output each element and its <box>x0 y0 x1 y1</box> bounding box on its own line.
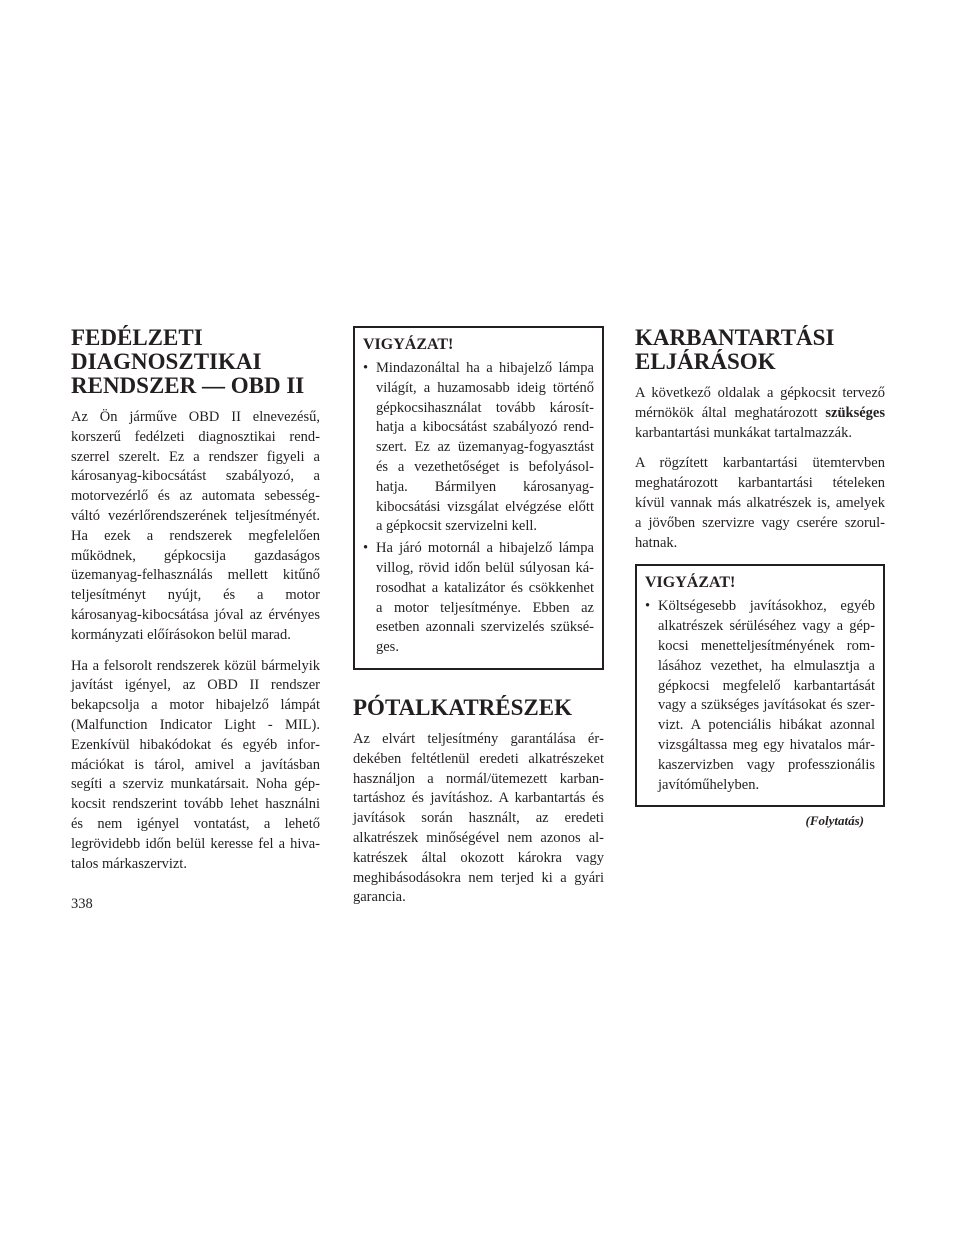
maintenance-paragraph-1 <box>635 384 885 443</box>
maintenance-paragraph-1-start: A következő oldalak a gépkocsit tervező mérnökök által meghatározott <box>635 385 885 421</box>
obd-paragraph-2: Ha a felsorolt rendszerek közül bármelyik javítást igényel, az OBD II rendszer bekapcsolja a motor hibajelző lámpát (Malfunction Indicator Light - MIL). Ezenkívül hibakódokat és egyéb információkat is tárol, amivel a javításban segíti a szerviz munkatársait. Noha gépkocsit rendszerint tovább lehet használni és nem igényel vontatást, a lehető legrövidebb időn belül keresse fel a hivatalos márkaszervizt. <box>71 657 320 872</box>
maintenance-paragraph-2: A rögzített karbantartási ütemtervben meghatározott karbantartási tételeken kívül vannak más alkatrészek is, amelyek a jövőben szervizre vagy cserére szorulhatnak. <box>635 455 885 551</box>
warning-item: • Költségesebb javításokhoz, egyéb alkatrészek sérüléséhez vagy a gépkocsi menetteljesítményének romlásához vezethet, ha elmulasztja a gépkocsi megfelelő karbantartását vagy a szükséges javításokat és szervizt. A potenciális hibákat azonnal vizsgáltassa meg egy hivatalos márkaszervizben vagy professzionális javítóműhelyben. <box>645 597 875 795</box>
parts-paragraph: Az elvárt teljesítmény garantálása érdekében feltétlenül eredeti alkatrészeket használjon a normál/ütemezett karbantartáshoz és javításhoz. A karbantartás és javítások során használt, az eredeti alkatrészek minőségével nem azonos alkatrészek által okozott károkra vagy meghibásodásokra nem terjed ki a gyári garancia. <box>353 730 604 906</box>
warning-title: VIGYÁZAT! <box>645 574 736 592</box>
column-obd <box>71 326 320 885</box>
warning-list <box>645 597 875 795</box>
section-heading-maintenance: KARBANTARTÁSI ELJÁRÁSOK <box>635 325 835 374</box>
maintenance-paragraph-1-bold: szükséges <box>825 404 885 421</box>
warning-item: • Ha járó motornál a hibajelző lámpa villog, rövid időn belül súlyosan károsodhat a katalizátor és csökkenhet a motor teljesítménye. Ebben az esetben azonnali szervizelés szükséges. <box>363 539 594 658</box>
warning-list <box>363 359 594 658</box>
warning-box-maintenance <box>635 564 885 807</box>
section-heading-obd: FEDÉLZETI DIAGNOSZTIKAI RENDSZER — OBD II <box>71 325 305 398</box>
continued-label: (Folytatás) <box>805 813 864 828</box>
obd-paragraph-1: Az Ön járműve OBD II elnevezésű, korszerű fedélzeti diagnosztikai rendszerrel szerelt. Ez a rendszer figyeli a károsanyag-kibocsátást szabályozó, a motorvezérlő és az automata sebességváltó vezérlőrendszerének teljesítményét. Ha ezek a rendszerek megfelelően működnek, gépkocsija gazdaságos üzemanyag-felhasználás mellett kitűnő teljesítményt nyújt, és a motor károsanyag-kibocsátása jóval az érvényes kormányzati előírásokon belül marad. <box>71 409 320 643</box>
maintenance-paragraph-1-end: karbantartási munkákat tartalmazzák. <box>635 424 852 441</box>
column-parts <box>353 326 604 919</box>
section-heading-parts: PÓTALKATRÉSZEK <box>353 694 572 720</box>
warning-item: • Mindazonáltal ha a hibajelző lámpa világít, a huzamosabb ideig történő gépkocsihasználat tovább károsíthatja a kibocsátást szabályozó rendszert. Ez az üzemanyag-fogyasztást és a vezethetőséget is befolyásolhatja. Bármilyen károsanyag-kibocsátási vizsgálat elvégzése előtt a gépkocsit szervizelni kell. <box>363 359 594 537</box>
warning-box-obd <box>353 326 604 670</box>
column-maintenance <box>635 326 885 807</box>
warning-title: VIGYÁZAT! <box>363 336 454 353</box>
page-number: 338 <box>71 896 93 912</box>
